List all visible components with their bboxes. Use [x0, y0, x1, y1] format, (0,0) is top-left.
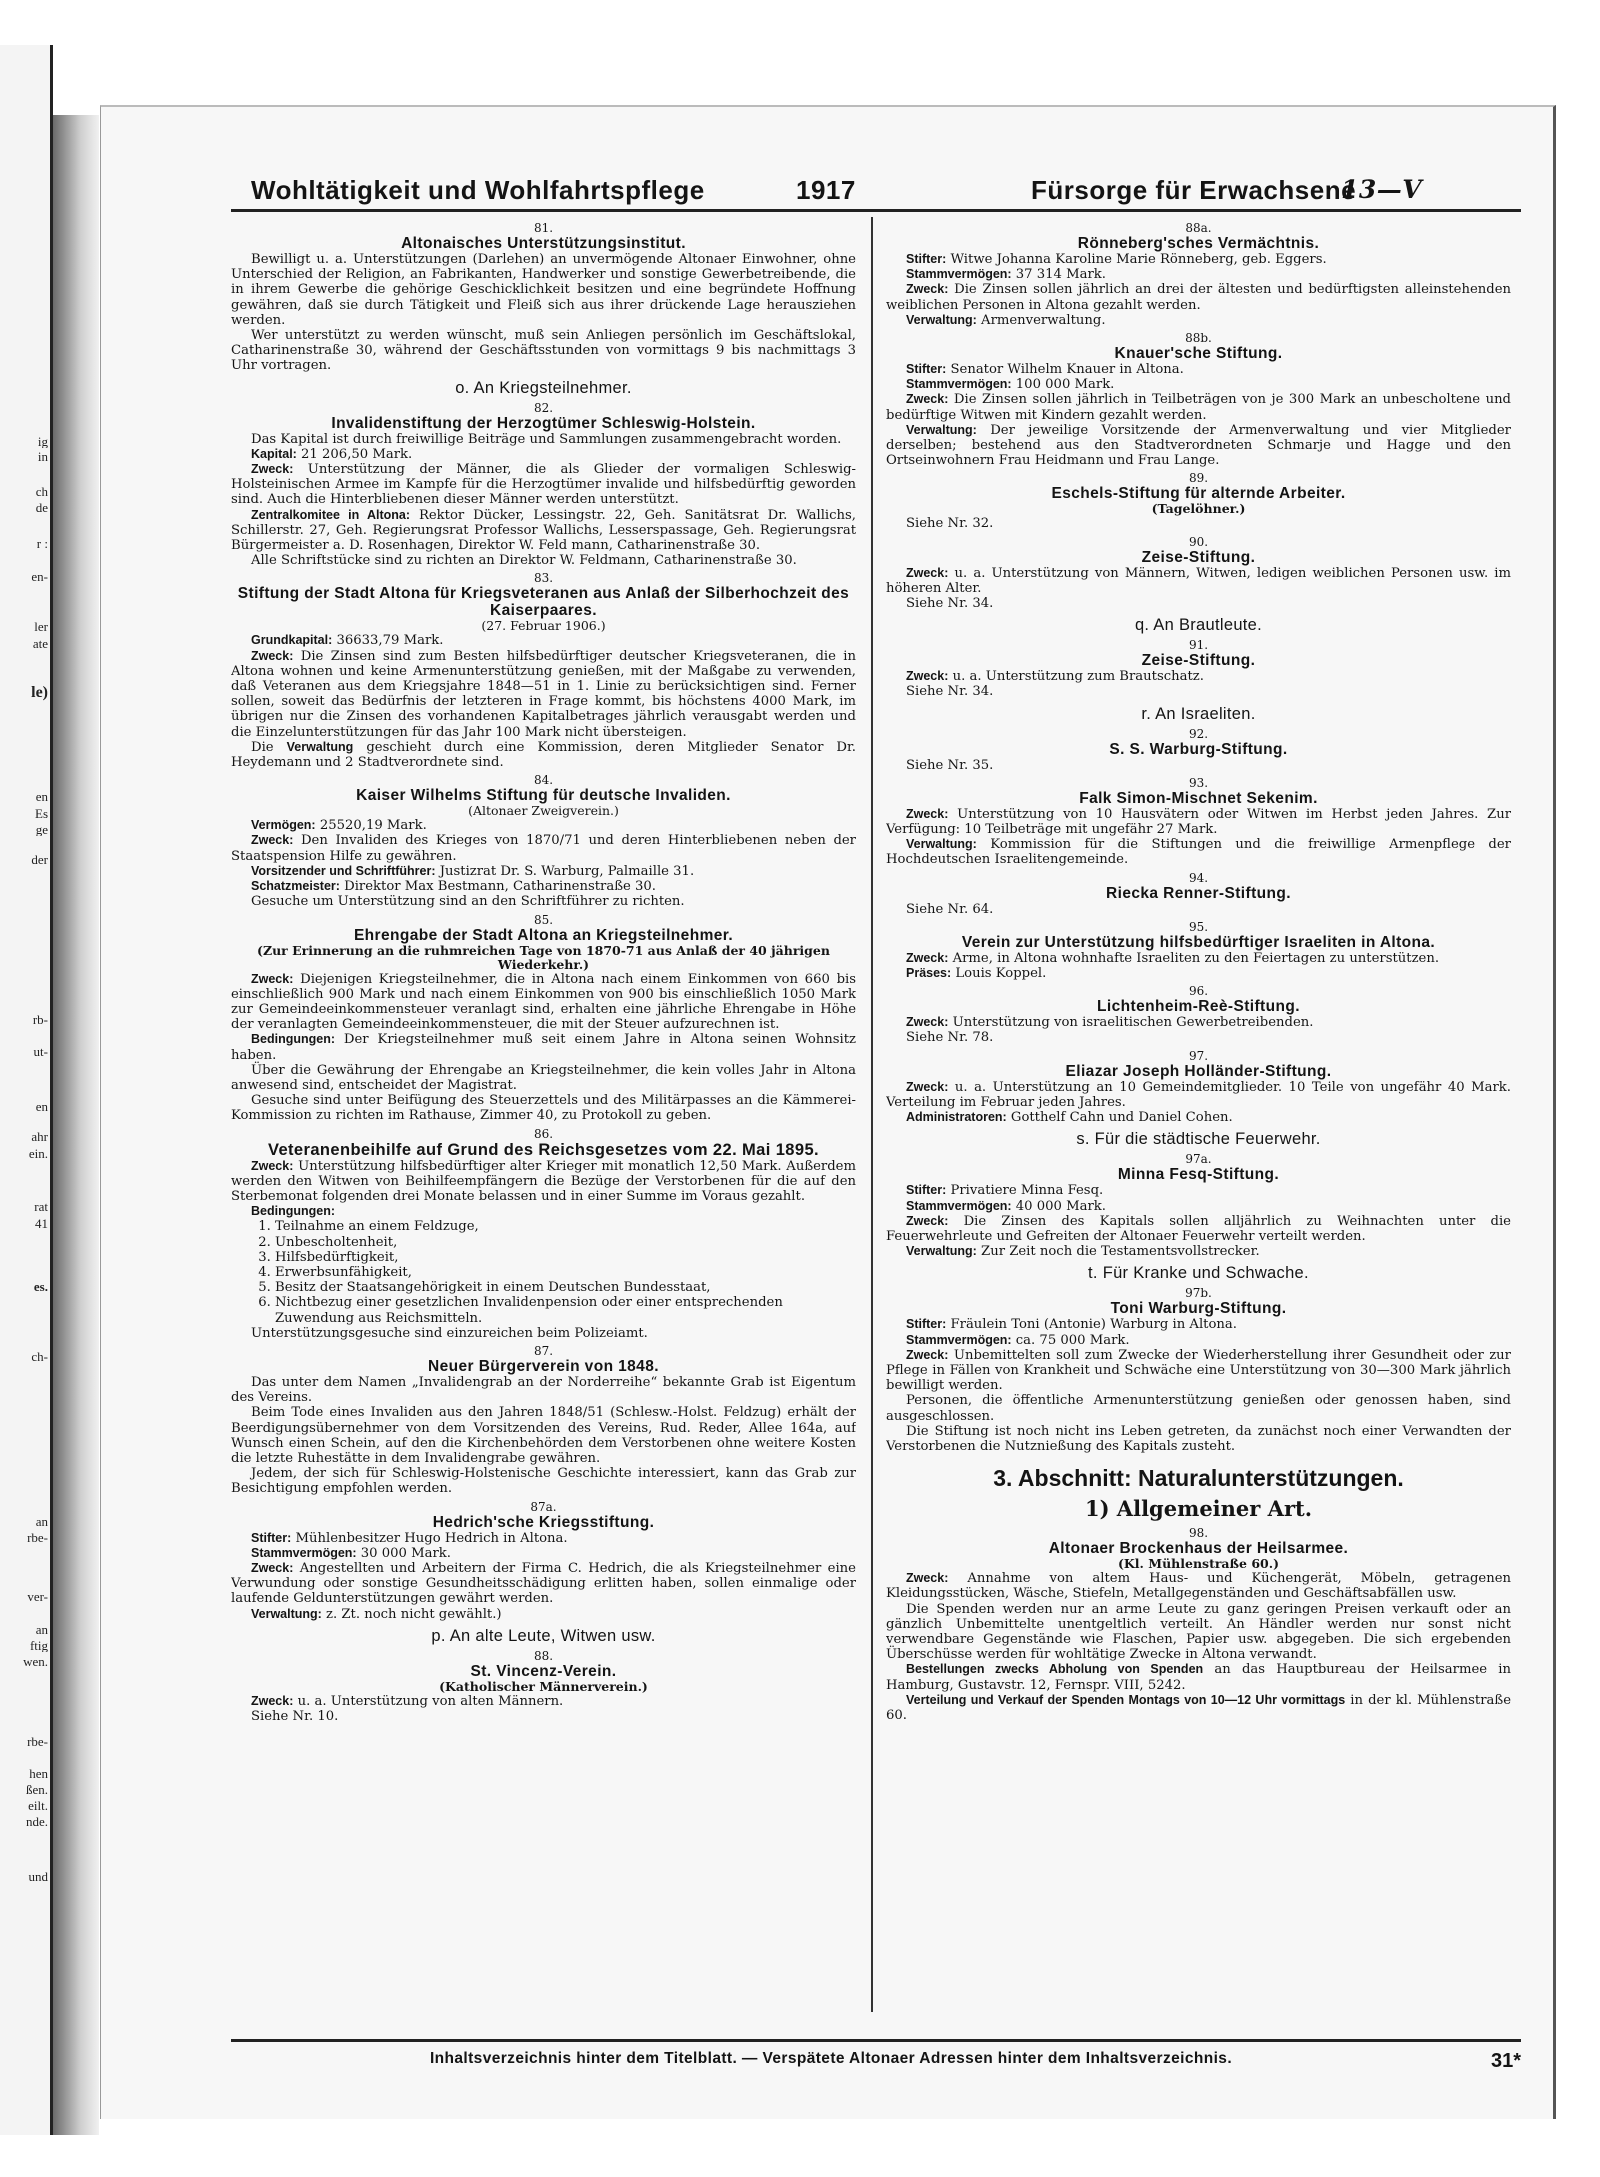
field-value: Louis Koppel. — [955, 966, 1047, 982]
vorsitzender-field — [231, 864, 856, 879]
field-value: Angestellten und Arbeitern der Firma C. Hedrich, die als Kriegsteilnehmer eine Verwundung oder sonstige Gesundheitsschädigung erlitten haben, sollen einmalige oder laufende Geldunterstützungen gewährt werden. — [231, 1561, 856, 1607]
field-label: Verwaltung: — [906, 837, 977, 852]
facing-fragment: 41 — [35, 1217, 48, 1230]
right-column — [886, 219, 1511, 2014]
section-heading-q: q. An Brautleute. — [1134, 616, 1263, 635]
conditions-list — [231, 1219, 856, 1325]
field-value: Kommission für die Stiftungen und die freiwillige Armenpflege der Hochdeutschen Israelitengemeinde. — [886, 837, 1511, 868]
stammvermoegen-field — [886, 267, 1511, 282]
running-header — [231, 167, 1521, 207]
praeses-field — [886, 966, 1511, 981]
zweck-field — [231, 1694, 856, 1709]
entry-number: 88a. — [1185, 221, 1212, 235]
entry-number: 82. — [533, 400, 554, 415]
field-value: 30 000 Mark. — [360, 1545, 451, 1561]
entry-number: 85. — [533, 912, 554, 927]
field-value: u. a. Unterstützung zum Brautschatz. — [952, 669, 1204, 685]
entry-title: Minna Fesq-Stiftung. — [1117, 1166, 1280, 1184]
field-prefix: Die — [251, 739, 274, 755]
field-value: Mühlenbesitzer Hugo Hedrich in Altona. — [295, 1530, 568, 1546]
stammvermoegen-field — [886, 377, 1511, 392]
entry-88 — [231, 1649, 856, 1724]
facing-fragment: ut- — [33, 1045, 48, 1058]
condition-item: 6. Nichtbezug einer gesetzlichen Invalidenpension oder einer entsprechenden Zuwendung aus Reichsmitteln. — [275, 1295, 856, 1325]
condition-item: 3. Hilfsbedürftigkeit, — [275, 1250, 856, 1265]
field-value: Rektor Dücker, Lessingstr. 22, Geh. Sanitätsrat Dr. Wallichs, Schillerstr. 27, Geh. Regierungsrat Professor Wallichs, Lesserspassage, Geh. Regierungsrat Bürgermeister a. D. Rosenhagen, Direktor W. Feld mann, Catharinenstraße 30. — [231, 507, 856, 554]
field-label: Zweck: — [906, 282, 949, 297]
left-column — [231, 219, 856, 2014]
entry-title: Invalidenstiftung der Herzogtümer Schleswig-Holstein. — [331, 414, 756, 432]
entry-subtitle: (Zur Erinnerung an die ruhmreichen Tage von 1870-71 aus Anlaß der 40 jährigen Wiederkehr.) — [257, 942, 830, 972]
field-value: Unbemittelten soll zum Zwecke der Wiederherstellung ihrer Gesundheit oder zur Pflege in Fällen von Krankheit und Schwäche eine Unterstützung von 30—300 Mark jährlich bewilligt werden. — [886, 1347, 1511, 1394]
entry-number: 86. — [533, 1126, 554, 1141]
facing-fragment: hen — [29, 1767, 48, 1780]
facing-fragment: rat — [34, 1200, 48, 1213]
field-label: Zweck: — [251, 648, 294, 663]
field-value: Die Zinsen sollen jährlich in Teilbeträgen von je 300 Mark an unbescholtene und bedürftige Witwen mit Kindern gezahlt werden. — [886, 392, 1511, 423]
footer-note: Inhaltsverzeichnis hinter dem Titelblatt. — Verspätete Altonaer Adressen hinter dem Inhaltsverzeichnis. — [429, 2050, 1233, 2067]
entry-84 — [231, 773, 856, 909]
entry-81 — [231, 221, 856, 374]
facing-fragment: und — [28, 1870, 48, 1883]
field-value: u. a. Unterstützung von alten Männern. — [297, 1693, 564, 1709]
verwaltung-field — [886, 423, 1511, 469]
facing-fragment: de — [35, 501, 48, 514]
entry-title: Stiftung der Stadt Altona für Kriegsveteranen aus Anlaß der Silberhochzeit des Kaiserpaares. — [237, 585, 850, 620]
entry-subtitle: (Kl. Mühlenstraße 60.) — [1118, 1556, 1279, 1572]
field-value: Zur Zeit noch die Testamentsvollstrecker. — [981, 1244, 1260, 1260]
field-label: Verteilung und Verkauf der Spenden Montags von 10—12 Uhr vormittags — [906, 1692, 1346, 1707]
field-label: Bestellungen zwecks Abholung von Spenden — [906, 1662, 1204, 1677]
section-heading-r: r. An Israeliten. — [1141, 704, 1256, 723]
subchapter-heading: 1) Allgemeiner Art. — [1084, 1496, 1313, 1522]
field-label: Stammvermögen: — [251, 1545, 357, 1560]
entry-97 — [886, 1049, 1511, 1126]
field-label: Zweck: — [906, 1015, 949, 1030]
cross-reference: Siehe Nr. 64. — [906, 901, 994, 917]
field-value: 37 314 Mark. — [1015, 267, 1106, 283]
zweck-field — [886, 392, 1511, 422]
entry-94 — [886, 871, 1511, 917]
entry-88a — [886, 221, 1511, 328]
entry-text: Unterstützungsgesuche sind einzureichen beim Polizeiamt. — [251, 1325, 648, 1341]
entry-title: Zeise-Stiftung. — [1141, 548, 1256, 566]
field-label: Bedingungen: — [251, 1032, 336, 1047]
zweck-field — [886, 1214, 1511, 1244]
field-value: an das Hauptbureau der Heilsarmee in Hamburg, Gustavstr. 12, Fernspr. VIII, 5242. — [886, 1662, 1511, 1693]
bestellungen-field — [886, 1662, 1511, 1692]
entry-title: Lichtenheim-Reè-Stiftung. — [1097, 998, 1300, 1016]
cross-reference: Siehe Nr. 34. — [906, 596, 994, 612]
field-value: u. a. Unterstützung an 10 Gemeindemitglieder. 10 Teile von ungefähr 40 Mark. Verteilung im Februar jeden Jahres. — [886, 1079, 1511, 1110]
header-rule — [231, 209, 1521, 212]
stifter-field — [886, 1183, 1511, 1198]
field-label: Zweck: — [251, 833, 294, 848]
field-label: Verwaltung — [286, 739, 354, 754]
entry-text: Beim Tode eines Invaliden aus den Jahren 1848/51 (Schlesw.-Holst. Feldzug) erhält der Beerdigungsübernehmer von dem Vorsitzenden des Vereins, Rud. Reder, Allee 164a, auf Wunsch einen Schein, auf den die Kirchenbehörden dem Verstorbenen ohne weitere Kosten die letzte Ruhestätte in dem Invalidengrabe gewähren. — [231, 1405, 856, 1466]
entry-96 — [886, 984, 1511, 1045]
stifter-field — [231, 1531, 856, 1546]
entry-number: 83. — [533, 571, 554, 586]
stifter-field — [886, 252, 1511, 267]
zweck-field — [231, 462, 856, 508]
field-value: Der Kriegsteilnehmer muß seit einem Jahre in Altona seinen Wohnsitz haben. — [231, 1032, 856, 1063]
entry-98 — [886, 1526, 1511, 1723]
entry-title: Riecka Renner-Stiftung. — [1106, 884, 1291, 902]
entry-text: Das unter dem Namen „Invalidengrab an der Norderreihe“ bekannte Grab ist Eigentum des Vereins. — [231, 1374, 856, 1406]
condition-item: 4. Erwerbsunfähigkeit, — [275, 1265, 856, 1280]
vermoegen-field — [231, 818, 856, 833]
field-value: z. Zt. noch nicht gewählt.) — [326, 1606, 502, 1622]
facing-fragment: an — [35, 1515, 48, 1528]
zweck-field — [886, 1015, 1511, 1030]
field-value: Annahme von altem Haus- und Küchengerät, Möbeln, getragenen Kleidungsstücken, Wäsche, Stiefeln, Metallgegenständen und Geschäftsabfällen usw. — [886, 1571, 1511, 1602]
field-label: Verwaltung: — [906, 1244, 977, 1259]
entry-title: Altonaisches Unterstützungsinstitut. — [401, 235, 686, 252]
footer-page-number: 31* — [1490, 2050, 1521, 2072]
field-value: Witwe Johanna Karoline Marie Rönneberg, geb. Eggers. — [950, 252, 1327, 267]
field-value: Die Zinsen sollen jährlich an drei der ältesten und bedürftigsten alleinstehenden weiblichen Personen in Altona gezahlt werden. — [886, 282, 1511, 313]
verteilung-field — [886, 1693, 1511, 1723]
entry-text: Bewilligt u. a. Unterstützungen (Darlehen) an unvermögende Altonaer Einwohner, ohne Unterschied der Religion, an Fabrikanten, Handwerker und sonstige Gewerbetreibende, die in ihrem Gewerbe die gehörige Geschicklichkeit besitzen und eine begründete Hoffnung gewähren, daß sie durch Tätigkeit und Fleiß sich aus ihrer drückende Lage herausziehen werden. — [231, 252, 856, 328]
entry-90 — [886, 535, 1511, 612]
field-value: Unterstützung hilfsbedürftiger alter Krieger mit monatlich 12,50 Mark. Außerdem werden den Witwen von Beihilfeempfängern die Bezüge der Verstorbenen für die auf den Sterbemonat folgenden drei Monate belassen und in einer Summe im Voraus gezahlt. — [231, 1158, 856, 1204]
entry-93 — [886, 776, 1511, 868]
zweck-field — [231, 972, 856, 1033]
field-value: in der kl. Mühlenstraße 60. — [886, 1692, 1511, 1723]
zweck-field — [886, 282, 1511, 312]
entry-number: 89. — [1188, 471, 1209, 486]
section-heading-o: o. An Kriegsteilnehmer. — [455, 378, 632, 397]
field-label: Zweck: — [251, 462, 294, 477]
entry-87 — [231, 1344, 856, 1497]
entry-number: 94. — [1188, 870, 1209, 885]
field-label: Zweck: — [906, 1213, 949, 1228]
field-value: Arme, in Altona wohnhafte Israeliten zu den Feiertagen zu unterstützen. — [952, 950, 1440, 966]
field-value: Unterstützung der Männer, die als Glieder der vormaligen Schleswig-Holsteinischen Armee im Kampfe für die Herzogtümer invalide und hilfsbedürftig geworden sind. Auch die Hinterbliebenen dieser Männer werden unterstützt. — [231, 462, 856, 508]
verwaltung-field — [231, 1607, 856, 1622]
entry-title: Altonaer Brockenhaus der Heilsarmee. — [1048, 1540, 1349, 1558]
facing-fragment: es. — [33, 1280, 48, 1293]
bedingungen-label-line — [231, 1204, 856, 1219]
zweck-field — [886, 669, 1511, 684]
entry-number: 88b. — [1185, 331, 1212, 346]
entry-text: Personen, die öffentliche Armenunterstützung genießen oder genossen haben, sind ausgeschlossen. — [886, 1393, 1511, 1424]
column-divider — [871, 217, 873, 2012]
verwaltung-field — [886, 837, 1511, 867]
verwaltung-field — [886, 313, 1511, 328]
entry-title: Toni Warburg-Stiftung. — [1110, 1300, 1287, 1318]
field-label: Zentralkomitee in Altona: — [251, 507, 411, 522]
entry-number: 97b. — [1185, 1286, 1212, 1301]
facing-fragment: le) — [31, 685, 48, 701]
field-value: Direktor Max Bestmann, Catharinenstraße 30. — [344, 879, 656, 895]
entry-title: Eschels-Stiftung für alternde Arbeiter. — [1051, 485, 1346, 503]
field-label: Zweck: — [251, 1158, 294, 1173]
grundkapital-field — [231, 633, 856, 648]
entry-title: Rönneberg'sches Vermächtnis. — [1077, 235, 1320, 252]
facing-fragment: in — [37, 450, 48, 463]
entry-97b — [886, 1286, 1511, 1454]
condition-item: 5. Besitz der Staatsangehörigkeit in einem Deutschen Bundesstaat, — [275, 1280, 856, 1295]
field-value: Senator Wilhelm Knauer in Altona. — [950, 362, 1184, 378]
entry-91 — [886, 638, 1511, 699]
field-value: Den Invaliden des Krieges von 1870/71 und deren Hinterbliebenen neben der Staatspension Hilfe zu gewähren. — [231, 833, 856, 864]
entry-title: Zeise-Stiftung. — [1141, 652, 1256, 670]
field-value: Unterstützung von 10 Hausvätern oder Witwen im Herbst jeden Jahres. Zur Verfügung: 10 Teilbeträge mit ungefähr 27 Mark. — [886, 806, 1511, 838]
facing-fragment: wen. — [23, 1655, 48, 1668]
entry-title: Neuer Bürgerverein von 1848. — [428, 1357, 659, 1375]
facing-fragment: en- — [31, 570, 48, 583]
stammvermoegen-field — [886, 1199, 1511, 1214]
field-label: Stifter: — [906, 1183, 947, 1198]
entry-number: 91. — [1188, 638, 1209, 653]
facing-fragment: rb- — [32, 1013, 48, 1026]
entry-97a — [886, 1152, 1511, 1259]
facing-fragment: ch — [35, 485, 48, 498]
stifter-field — [886, 1317, 1511, 1332]
facing-fragment: ler — [34, 620, 48, 633]
field-value: Die Zinsen des Kapitals sollen alljährlich zu Weihnachten unter die Feuerwehrleute und Gefreiten der Altonaer Feuerwehr verteilt werden. — [886, 1213, 1511, 1244]
field-label: Zweck: — [251, 1561, 294, 1575]
field-value: u. a. Unterstützung von Männern, Witwen, ledigen weiblichen Personen usw. im höheren Alter. — [886, 565, 1511, 596]
chapter-heading: 3. Abschnitt: Naturalunterstützungen. — [993, 1465, 1404, 1492]
entry-title: Eliazar Joseph Holländer-Stiftung. — [1065, 1062, 1332, 1080]
field-label: Stammvermögen: — [906, 1198, 1012, 1213]
field-label: Kapital: — [251, 446, 297, 461]
zweck-field — [231, 1561, 856, 1607]
page-footer — [231, 2039, 1521, 2082]
condition-item: 1. Teilnahme an einem Feldzuge, — [275, 1219, 856, 1234]
entry-text: Die Stiftung ist noch nicht ins Leben getreten, da zunächst noch einer Verwandten der Verstorbenen die Nutznießung des Kapitals zusteht. — [886, 1423, 1511, 1454]
field-label: Verwaltung: — [251, 1606, 322, 1621]
entry-text: Alle Schriftstücke sind zu richten an Direktor W. Feldmann, Catharinenstraße 30. — [251, 553, 797, 569]
facing-fragment: ein. — [28, 1147, 48, 1160]
entry-text: Gesuche sind unter Beifügung des Steuerzettels und des Militärpasses an die Kämmerei-Kommission zu richten im Rathause, Zimmer 40, zu Protokoll zu geben. — [231, 1093, 856, 1124]
zweck-field — [231, 833, 856, 863]
field-label: Stammvermögen: — [906, 377, 1012, 392]
entry-number: 98. — [1188, 1526, 1209, 1541]
facing-fragment: rbe- — [27, 1531, 48, 1544]
entry-number: 90. — [1188, 534, 1209, 549]
bedingungen-field — [231, 1032, 856, 1062]
facing-fragment: ftig — [29, 1639, 48, 1652]
zweck-field — [231, 1159, 856, 1205]
field-label: Vermögen: — [251, 818, 316, 833]
administratoren-field — [886, 1110, 1511, 1125]
field-label: Verwaltung: — [906, 422, 977, 437]
field-label: Zweck: — [251, 971, 294, 986]
verwaltung-field — [886, 1244, 1511, 1259]
schatzmeister-field — [231, 879, 856, 894]
condition-item: 2. Unbescholtenheit, — [275, 1235, 856, 1250]
facing-fragment: ch- — [31, 1350, 48, 1363]
entry-82 — [231, 401, 856, 569]
field-label: Vorsitzender und Schriftführer: — [251, 863, 436, 878]
entry-title: S. S. Warburg-Stiftung. — [1109, 740, 1288, 758]
facing-fragment: der — [31, 853, 48, 866]
entry-title: Veteranenbeihilfe auf Grund des Reichsgesetzes vom 22. Mai 1895. — [267, 1140, 820, 1159]
field-label: Stifter: — [906, 362, 947, 377]
entry-83 — [231, 571, 856, 770]
field-label: Stifter: — [906, 252, 947, 266]
entry-text: Wer unterstützt zu werden wünscht, muß sein Anliegen persönlich im Geschäftslokal, Catharinenstraße 30, während der Geschäftsstunden von vormittags 9 bis nachmittags 3 Uhr vortragen. — [231, 328, 856, 374]
field-label: Zweck: — [906, 1079, 949, 1094]
facing-fragment: ver- — [27, 1590, 48, 1603]
field-value: 25520,19 Mark. — [319, 818, 427, 834]
entry-text: Das Kapital ist durch freiwillige Beiträge und Sammlungen zusammengebracht worden. — [251, 431, 842, 447]
field-label: Bedingungen: — [251, 1204, 336, 1219]
entry-text: Jedem, der sich für Schleswig-Holstenische Geschichte interessiert, kann das Grab zur Besichtigung empfohlen werden. — [231, 1466, 856, 1497]
entry-number: 87a. — [530, 1499, 557, 1514]
header-section-title: Wohltätigkeit und Wohlfahrtspflege — [251, 175, 705, 205]
book-gutter — [53, 115, 99, 2135]
field-label: Zweck: — [906, 1571, 949, 1586]
header-page-number: 13—V — [1341, 175, 1423, 204]
facing-fragment: ate — [32, 637, 48, 650]
entry-number: 92. — [1188, 726, 1209, 741]
cross-reference: Siehe Nr. 32. — [906, 516, 994, 532]
facing-fragment: an — [35, 1623, 48, 1636]
field-value: Die Zinsen sind zum Besten hilfsbedürftiger deutscher Kriegsveteranen, die in Altona wohnen und keine Armenunterstützung genießen, mit der Maßgabe zu verwenden, daß Veteranen aus dem Kriegsjahre 1848—51 in 1. Linie zu berücksichtigen sind. Ferner sollen, soweit das Bedürfnis der letzteren in Frage kommt, bis höchstens 4000 Mark, im übrigen nur die Zinsen des vorhandenen Kapitalbetrages jährlich verausgabt werden und die Einzelunterstützungen für das Jahr 100 Mark nicht übersteigen. — [231, 648, 856, 740]
field-label: Präses: — [906, 966, 952, 981]
facing-fragment: Es — [35, 807, 48, 820]
entry-subtitle: (Katholischer Männerverein.) — [439, 1678, 648, 1694]
field-label: Zweck: — [906, 806, 949, 821]
stammvermoegen-field — [886, 1333, 1511, 1348]
field-label: Administratoren: — [906, 1110, 1007, 1125]
facing-fragment: nde. — [25, 1815, 48, 1828]
entry-95 — [886, 920, 1511, 981]
facing-fragment: ig — [37, 435, 48, 448]
cross-reference: Siehe Nr. 10. — [251, 1709, 339, 1725]
entry-number: 93. — [1188, 775, 1209, 790]
facing-fragment: ahr — [31, 1130, 48, 1143]
field-label: Stifter: — [906, 1317, 947, 1332]
zweck-field — [886, 1080, 1511, 1110]
entry-number: 95. — [1188, 919, 1209, 934]
field-value: Fräulein Toni (Antonie) Warburg in Altona. — [950, 1317, 1237, 1333]
entry-title: Falk Simon-Mischnet Sekenim. — [1079, 789, 1318, 807]
facing-fragment: r : — [36, 537, 48, 550]
field-value: 100 000 Mark. — [1015, 377, 1115, 393]
cross-reference: Siehe Nr. 34. — [906, 684, 994, 700]
entry-85 — [231, 913, 856, 1124]
entry-subtitle: (27. Februar 1906.) — [481, 618, 606, 634]
entry-number: 88. — [533, 1648, 554, 1663]
header-subsection-title: Fürsorge für Erwachsene — [1031, 175, 1357, 205]
field-label: Zweck: — [906, 950, 949, 965]
page-content — [231, 167, 1521, 2087]
komitee-field — [231, 508, 856, 554]
field-value: geschieht durch eine Kommission, deren Mitglieder Senator Dr. Heydemann und 2 Stadtverordnete sind. — [231, 739, 856, 771]
entry-number: 97. — [1188, 1048, 1209, 1063]
section-heading-s: s. Für die städtische Feuerwehr. — [1076, 1130, 1321, 1149]
entry-text: Die Spenden werden nur an arme Leute zu ganz geringen Preisen verkauft oder an gänzlich Unbemittelte unentgeltlich verteilt. An Händler werden nur sonst nicht verwendbare Gegenstände wie Flaschen, Papier usw. abgegeben. Die sich ergebenden Überschüsse werden für wohltätige Zwecke in Altona verwandt. — [886, 1601, 1511, 1663]
cross-reference: Siehe Nr. 35. — [906, 757, 994, 773]
stifter-field — [886, 362, 1511, 377]
cross-reference: Siehe Nr. 78. — [906, 1030, 994, 1046]
entry-number: 84. — [533, 773, 554, 788]
field-label: Stammvermögen: — [906, 1332, 1012, 1347]
zweck-field — [886, 1348, 1511, 1394]
zweck-field — [231, 649, 856, 740]
field-label: Stammvermögen: — [906, 267, 1012, 282]
facing-fragment: rbe- — [27, 1735, 48, 1748]
field-label: Zweck: — [906, 669, 949, 684]
entry-92 — [886, 727, 1511, 773]
entry-number: 81. — [533, 221, 554, 235]
entry-number: 96. — [1188, 984, 1209, 999]
facing-fragment: en — [35, 1100, 48, 1113]
zweck-field — [886, 807, 1511, 837]
entry-number: 87. — [533, 1343, 554, 1358]
zweck-field — [886, 566, 1511, 596]
entry-title: Verein zur Unterstützung hilfsbedürftiger Israeliten in Altona. — [961, 933, 1436, 951]
field-value: 40 000 Mark. — [1015, 1198, 1106, 1214]
field-label: Verwaltung: — [906, 312, 977, 327]
stammvermoegen-field — [231, 1546, 856, 1561]
facing-fragment: eilt. — [28, 1799, 48, 1812]
field-label: Zweck: — [906, 1347, 949, 1362]
field-label: Zweck: — [251, 1693, 294, 1708]
entry-89 — [886, 471, 1511, 531]
zweck-field — [886, 951, 1511, 966]
entry-text: Gesuche um Unterstützung sind an den Schriftführer zu richten. — [251, 894, 685, 910]
field-value: Der jeweilige Vorsitzende der Armenverwaltung und vier Mitglieder derselben; bestehend aus den Stadtverordneten Schmarje und Hagge und den Ortseinwohnern Frau Heidmann und Frau Lange. — [886, 422, 1511, 469]
zweck-field — [886, 1571, 1511, 1601]
entry-title: Kaiser Wilhelms Stiftung für deutsche Invaliden. — [356, 787, 731, 805]
field-value: Privatiere Minna Fesq. — [950, 1183, 1104, 1199]
verwaltung-field — [231, 740, 856, 770]
entry-title: Knauer'sche Stiftung. — [1114, 345, 1283, 363]
section-heading-p: p. An alte Leute, Witwen usw. — [431, 1626, 656, 1645]
field-label: Grundkapital: — [251, 633, 333, 648]
section-heading-t: t. Für Kranke und Schwache. — [1088, 1264, 1309, 1283]
field-value: 21 206,50 Mark. — [301, 446, 413, 462]
field-label: Schatzmeister: — [251, 879, 340, 894]
header-year: 1917 — [796, 175, 856, 205]
field-value: ca. 75 000 Mark. — [1015, 1332, 1130, 1348]
entry-88b — [886, 331, 1511, 468]
field-label: Stifter: — [251, 1530, 292, 1545]
field-value: 36633,79 Mark. — [336, 633, 444, 649]
entry-87a — [231, 1500, 856, 1622]
entry-title: Hedrich'sche Kriegsstiftung. — [432, 1513, 655, 1531]
facing-fragment: ßen. — [25, 1783, 48, 1796]
field-label: Zweck: — [906, 565, 949, 580]
field-value: Gotthelf Cahn und Daniel Cohen. — [1010, 1110, 1233, 1126]
facing-page-edge — [0, 45, 53, 2135]
field-value: Unterstützung von israelitischen Gewerbetreibenden. — [952, 1015, 1314, 1031]
kapital-field — [231, 447, 856, 462]
facing-fragment: ge — [35, 823, 48, 836]
field-value: Justizrat Dr. S. Warburg, Palmaille 31. — [439, 863, 695, 879]
entry-86 — [231, 1127, 856, 1341]
entry-title: St. Vincenz-Verein. — [470, 1662, 617, 1680]
book-page — [100, 105, 1556, 2119]
field-value: Diejenigen Kriegsteilnehmer, die in Altona nach einem Einkommen von 660 bis einschließlich 900 Mark und nach einem Einkommen von 900 bis einschließlich 1050 Mark zur Gemeindeeinkommensteuer veranlagt sind, erhalten eine jährliche Ehrengabe in Höhe der veranlagten Gemeindeeinkommensteuer, die mit der Steuer aufzurechnen ist. — [231, 971, 856, 1033]
entry-text: Über die Gewährung der Ehrengabe an Kriegsteilnehmer, die kein volles Jahr in Altona anwesend sind, entscheidet der Magistrat. — [231, 1062, 856, 1093]
field-label: Zweck: — [906, 392, 949, 407]
entry-subtitle: (Altonaer Zweigverein.) — [468, 803, 619, 819]
entry-title: Ehrengabe der Stadt Altona an Kriegsteilnehmer. — [353, 926, 734, 944]
field-value: Armenverwaltung. — [981, 312, 1106, 328]
entry-subtitle: (Tagelöhner.) — [1151, 501, 1246, 517]
facing-fragment: en — [35, 790, 48, 803]
entry-number: 97a. — [1185, 1152, 1212, 1167]
